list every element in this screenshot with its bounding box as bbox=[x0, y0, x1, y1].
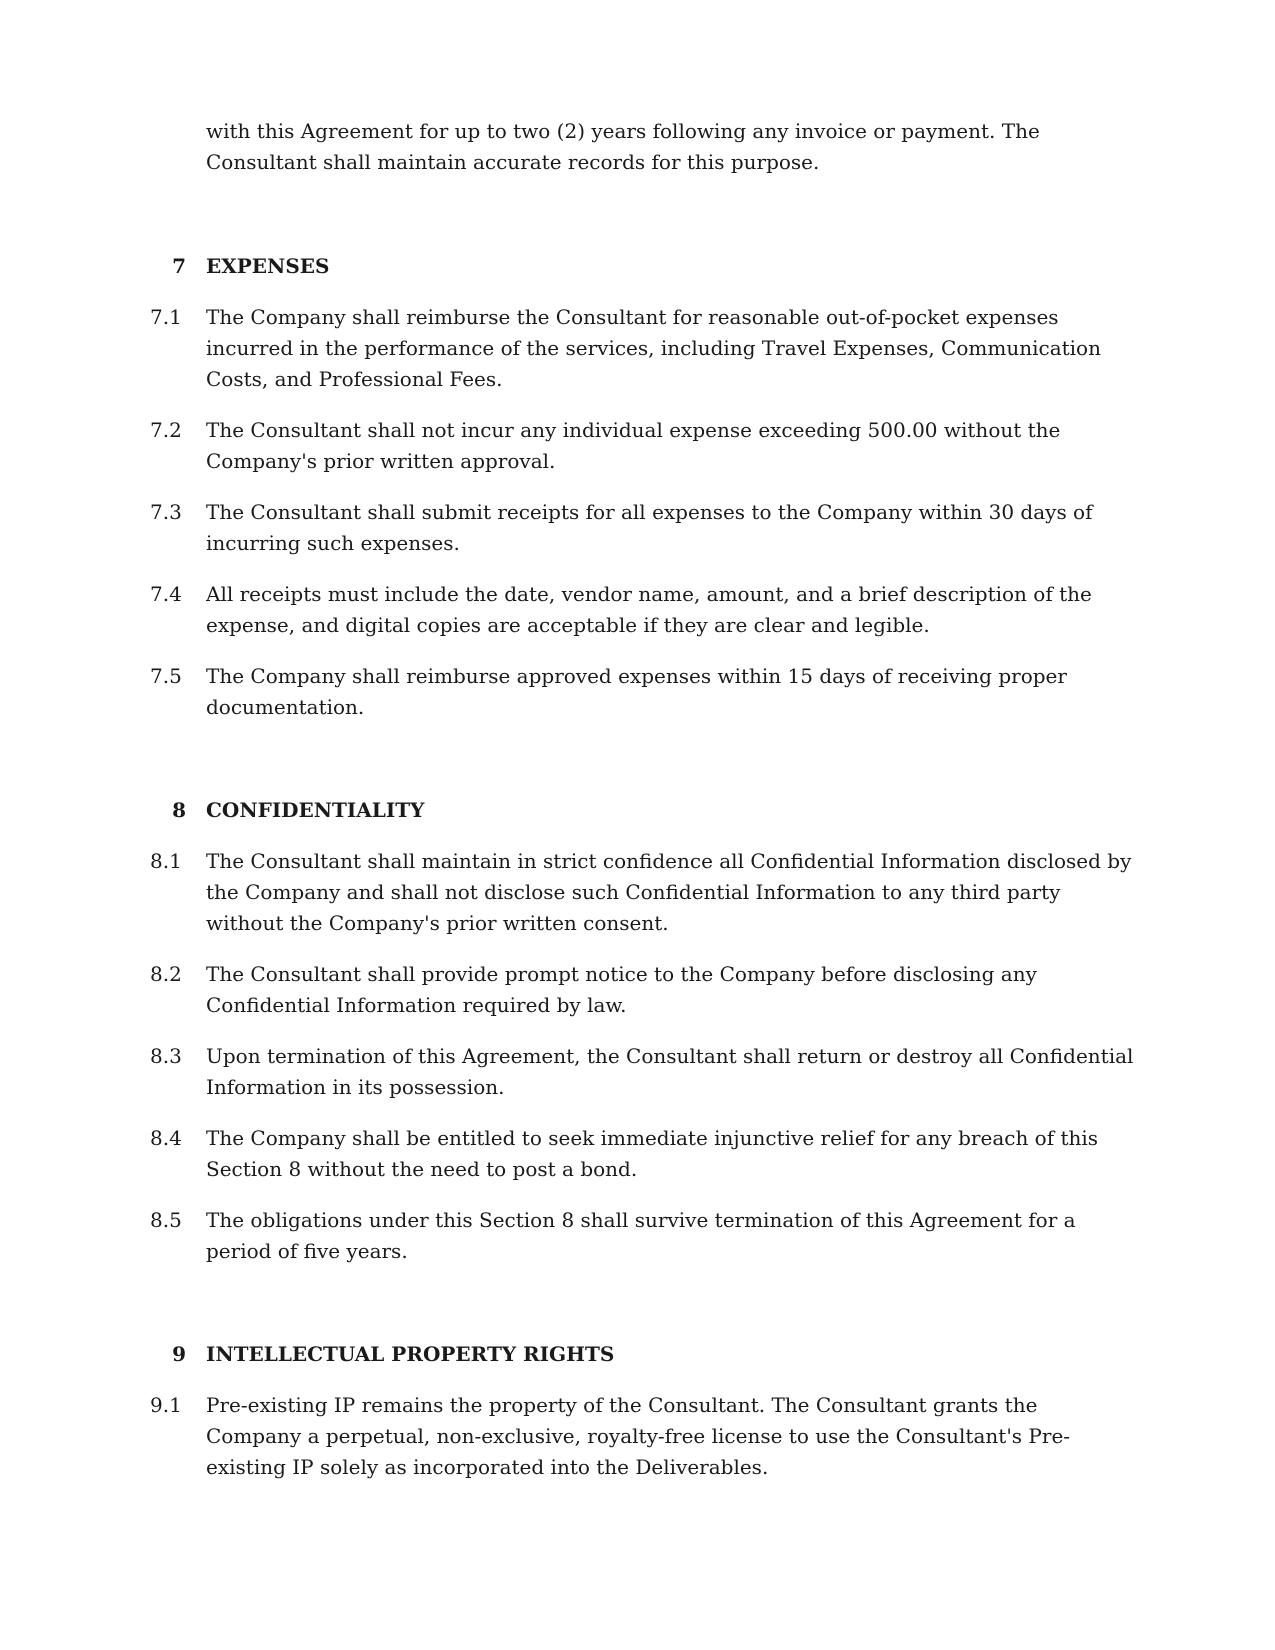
clause-number: 8.2 bbox=[150, 962, 182, 986]
section-number: 8 bbox=[172, 798, 186, 822]
clause-text: The Consultant shall maintain in strict confidence all Confidential Information disclosed by the Company and shall not disclose such Confidential Information to any third party without the Company's prior written consent. bbox=[206, 849, 1132, 935]
clause-text: All receipts must include the date, vendor name, amount, and a brief description of the expense, and digital copies are acceptable if they are clear and legible. bbox=[206, 582, 1092, 637]
clause bbox=[0, 1123, 1275, 1185]
clause-text: Pre-existing IP remains the property of the Consultant. The Consultant grants the Company a perpetual, non-exclusive, royalty-free license to use the Consultant's Pre-existing IP solely as incorporated into the Deliverables. bbox=[206, 1393, 1071, 1479]
clause-number: 7.5 bbox=[150, 664, 182, 688]
clause-number: 8.4 bbox=[150, 1126, 182, 1150]
clause bbox=[0, 959, 1275, 1021]
clause bbox=[0, 497, 1275, 559]
section-heading bbox=[0, 1339, 1275, 1370]
clause-text: Upon termination of this Agreement, the Consultant shall return or destroy all Confidential Information in its possession. bbox=[206, 1044, 1134, 1099]
clause-text: The Consultant shall provide prompt notice to the Company before disclosing any Confidential Information required by law. bbox=[206, 962, 1037, 1017]
clause-text: The Company shall reimburse the Consultant for reasonable out-of-pocket expenses incurred in the performance of the services, including Travel Expenses, Communication Costs, and Professional Fees. bbox=[206, 305, 1101, 391]
clause-text: The obligations under this Section 8 shall survive termination of this Agreement for a period of five years. bbox=[206, 1208, 1076, 1263]
clause-number: 8.1 bbox=[150, 849, 182, 873]
clause-number: 8.3 bbox=[150, 1044, 182, 1068]
clause-text: The Consultant shall submit receipts for all expenses to the Company within 30 days of incurring such expenses. bbox=[206, 500, 1093, 555]
clause bbox=[0, 661, 1275, 723]
section-number: 9 bbox=[172, 1342, 186, 1366]
clause-text: The Company shall reimburse approved expenses within 15 days of receiving proper documentation. bbox=[206, 664, 1067, 719]
section-confidentiality bbox=[0, 795, 1275, 1267]
section-title: EXPENSES bbox=[206, 254, 330, 278]
clause-number: 7.2 bbox=[150, 418, 182, 442]
clause bbox=[0, 1205, 1275, 1267]
section-number: 7 bbox=[172, 254, 186, 278]
section-heading bbox=[0, 251, 1275, 282]
section-title: CONFIDENTIALITY bbox=[206, 798, 425, 822]
clause bbox=[0, 579, 1275, 641]
carryover-paragraph: with this Agreement for up to two (2) years following any invoice or payment. The Consultant shall maintain accurate records for this purpose. bbox=[206, 119, 1040, 174]
section-heading bbox=[0, 795, 1275, 826]
clause bbox=[0, 846, 1275, 939]
clause bbox=[0, 1041, 1275, 1103]
section-intellectual-property-rights bbox=[0, 1339, 1275, 1483]
clause-text: The Company shall be entitled to seek immediate injunctive relief for any breach of this Section 8 without the need to post a bond. bbox=[206, 1126, 1099, 1181]
clause-number: 9.1 bbox=[150, 1393, 182, 1417]
clause-number: 7.4 bbox=[150, 582, 182, 606]
clause-number: 7.1 bbox=[150, 305, 182, 329]
clause-text: The Consultant shall not incur any individual expense exceeding 500.00 without the Company's prior written approval. bbox=[206, 418, 1061, 473]
section-title: INTELLECTUAL PROPERTY RIGHTS bbox=[206, 1342, 615, 1366]
clause-number: 8.5 bbox=[150, 1208, 182, 1232]
clause bbox=[0, 302, 1275, 395]
clause-number: 7.3 bbox=[150, 500, 182, 524]
clause bbox=[0, 1390, 1275, 1483]
clause bbox=[0, 415, 1275, 477]
section-expenses bbox=[0, 251, 1275, 723]
